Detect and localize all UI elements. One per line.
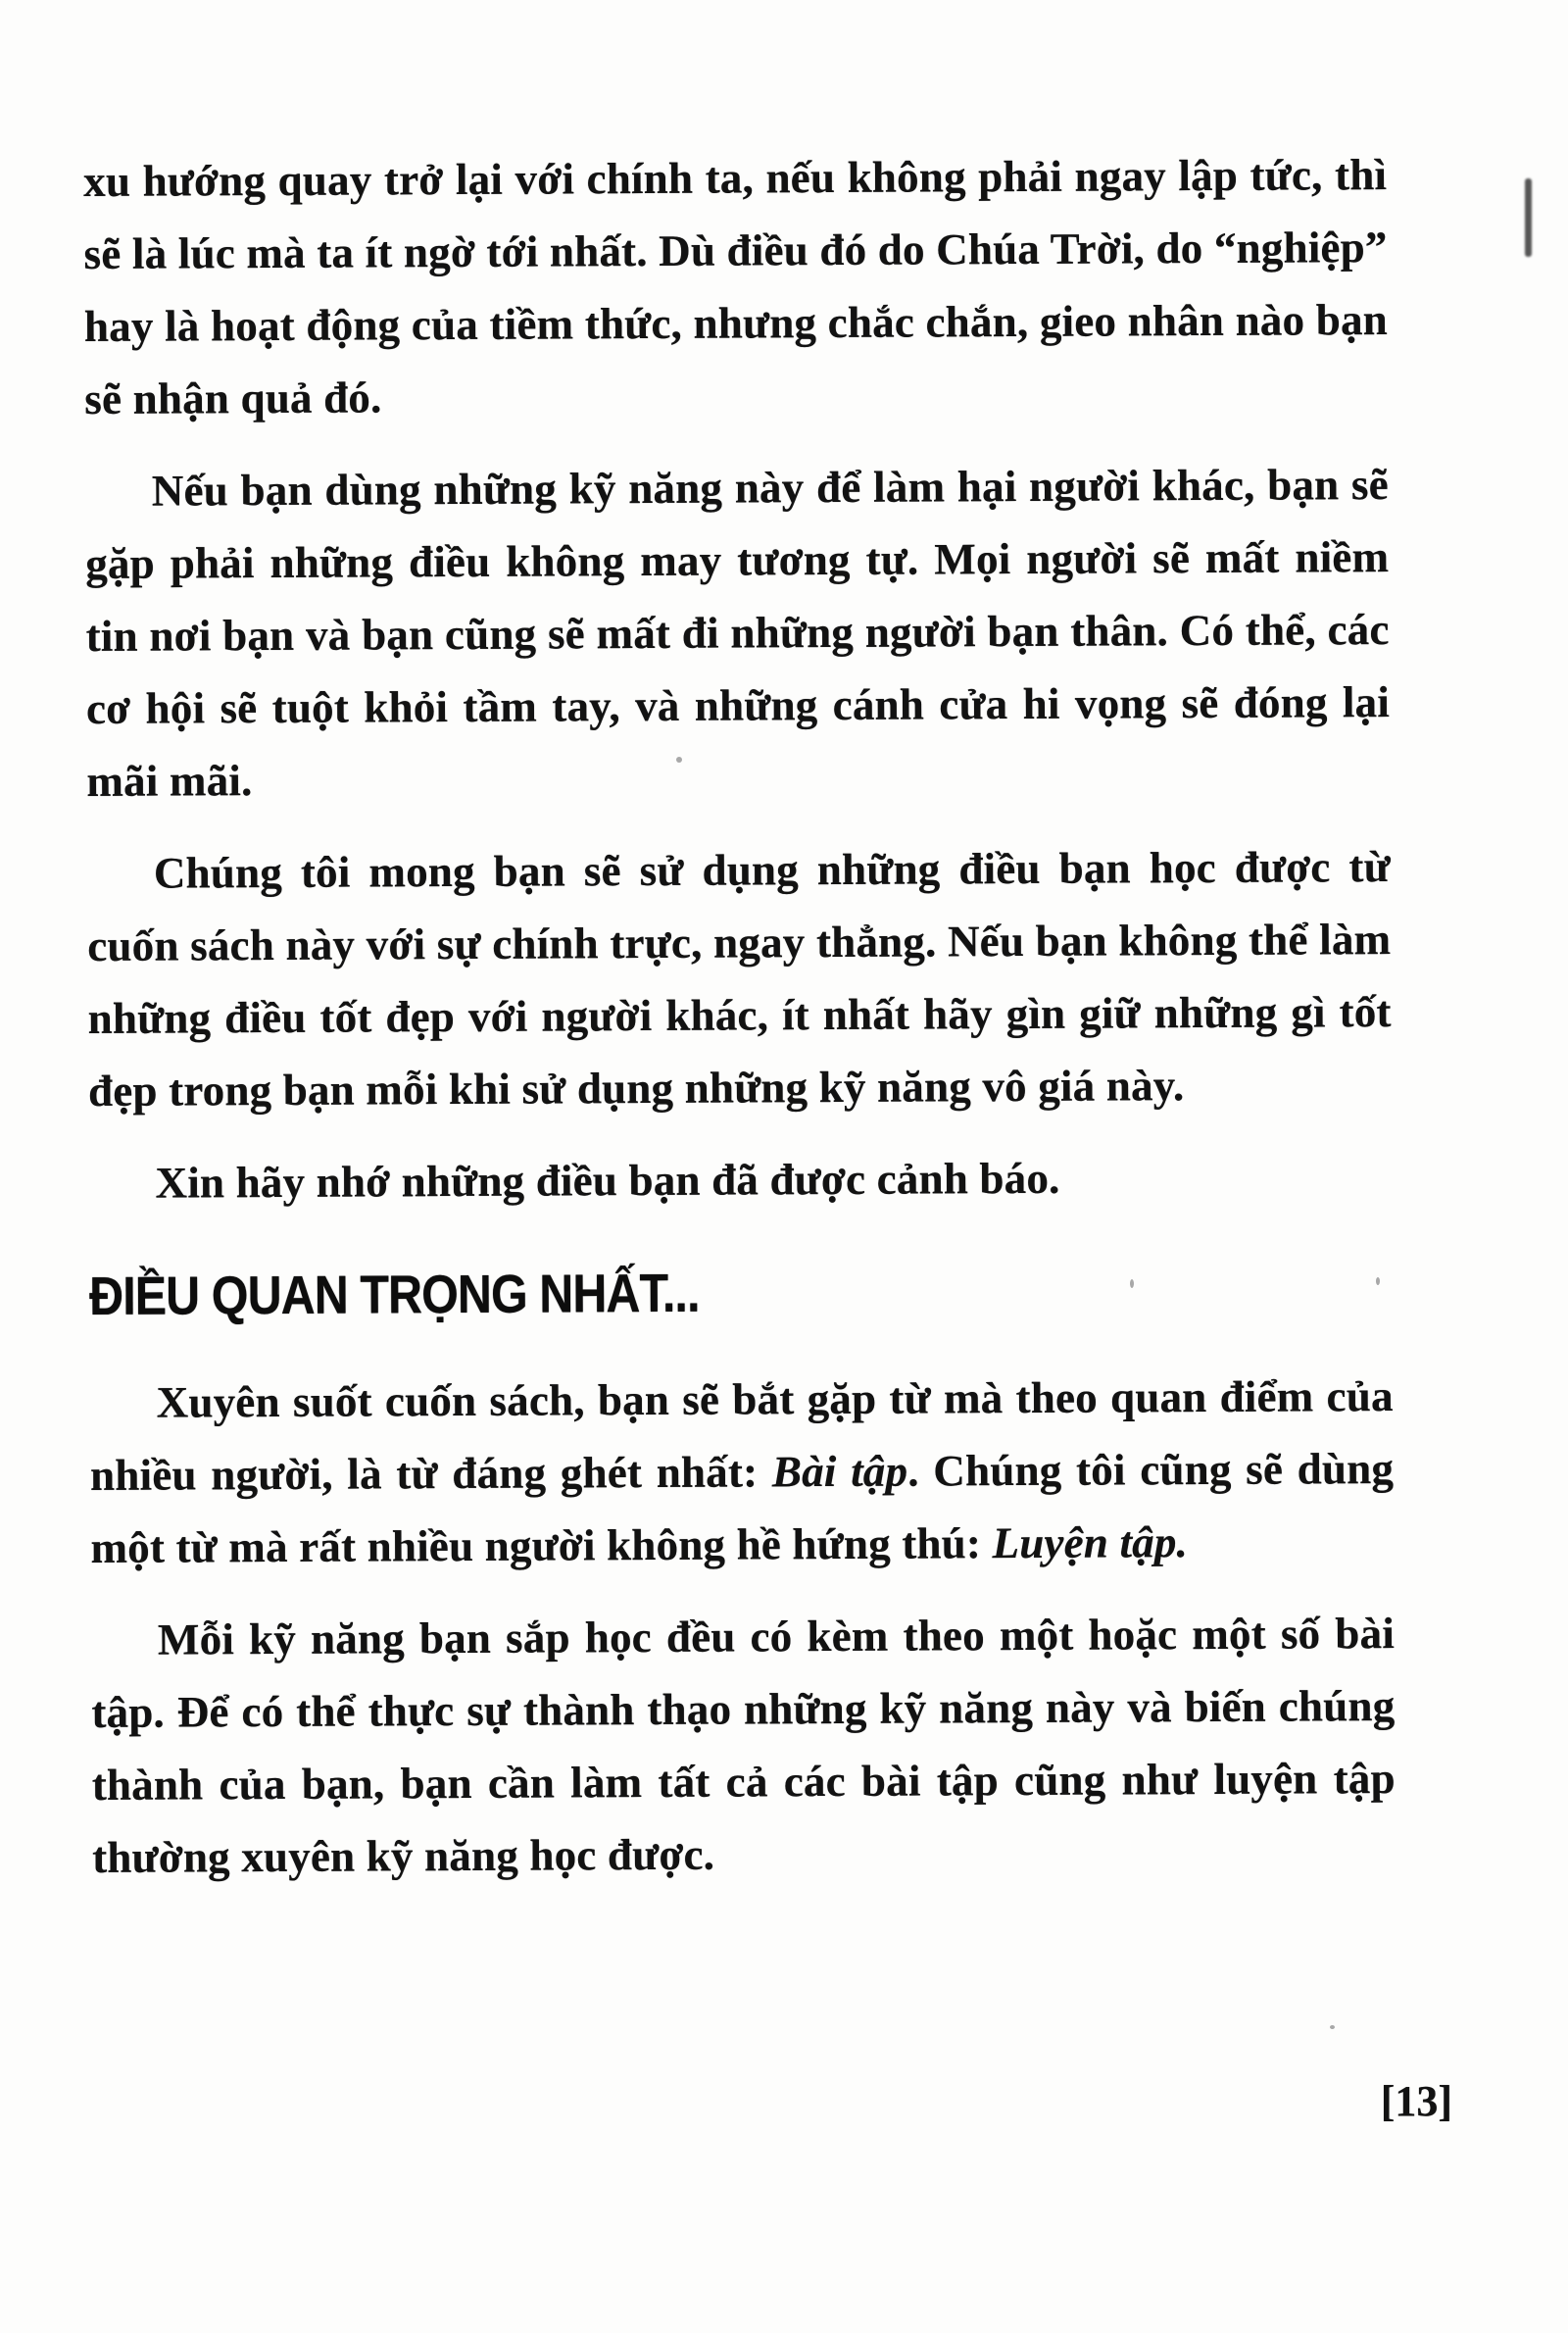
paragraph — [91, 1597, 1396, 1894]
scan-speck — [1376, 1277, 1380, 1285]
section-heading-text: ĐIỀU QUAN TRỌNG NHẤT... — [88, 1262, 700, 1326]
text-run: Chúng tôi mong bạn sẽ sử dụng những điều bạn học được từ cuốn sách này với sự chính trực, ngay thẳng. Nếu bạn không thể làm những điều tốt đẹp với người khác, ít nhất hãy gìn giữ những gì tốt đẹp trong bạn mỗi khi sử dụng những kỹ năng vô giá này. — [87, 842, 1392, 1116]
scan-speck — [1330, 2025, 1335, 2029]
paragraph — [88, 1140, 1392, 1219]
italic-term: Bài tập — [771, 1446, 908, 1497]
text-column — [83, 138, 1396, 1913]
scan-speck — [1130, 1279, 1134, 1288]
text-run: Xuyên suốt cuốn sách, bạn sẽ bắt gặp từ mà theo quan điểm của nhiều người, là từ đáng ghét nhất: — [89, 1371, 1394, 1500]
text-run: xu hướng quay trở lại với chính ta, nếu không phải ngay lập tức, thì sẽ là lúc mà ta ít ngờ tới nhất. Dù điều đó do Chúa Trời, do “nghiệp” hay là hoạt động của tiềm thức, nhưng chắc chắn, gieo nhân nào bạn sẽ nhận quả đó. — [83, 150, 1389, 423]
text-run: Xin hãy nhớ những điều bạn đã được cảnh báo. — [155, 1153, 1060, 1208]
text-run: Mỗi kỹ năng bạn sắp học đều có kèm theo một hoặc một số bài tập. Để có thể thực sự thành thạo những kỹ năng này và biến chúng thành của bạn, bạn cần làm tất cả các bài tập cũng như luyện tập thường xuyên kỹ năng học được. — [91, 1609, 1396, 1882]
text-run: . Chúng tôi cũng sẽ dùng một từ mà rất nhiều người không hề hứng thú: — [90, 1444, 1395, 1572]
page-number: [13] — [1380, 2077, 1452, 2125]
scan-edge-artifact — [1525, 178, 1532, 257]
paragraph — [83, 138, 1389, 435]
text-run: Nếu bạn dùng những kỹ năng này để làm hại người khác, bạn sẽ gặp phải những điều không may tương tự. Mọi người sẽ mất niềm tin nơi bạn và bạn cũng sẽ mất đi những người bạn thân. Có thể, các cơ hội sẽ tuột khỏi tầm tay, và những cánh cửa hi vọng sẽ đóng lại mãi mãi. — [85, 460, 1391, 806]
section-heading — [89, 1258, 1393, 1327]
italic-term: Luyện tập. — [992, 1517, 1189, 1568]
paragraph — [90, 1360, 1395, 1584]
scan-speck — [676, 757, 682, 763]
paragraph — [87, 830, 1393, 1127]
paragraph — [85, 448, 1391, 818]
